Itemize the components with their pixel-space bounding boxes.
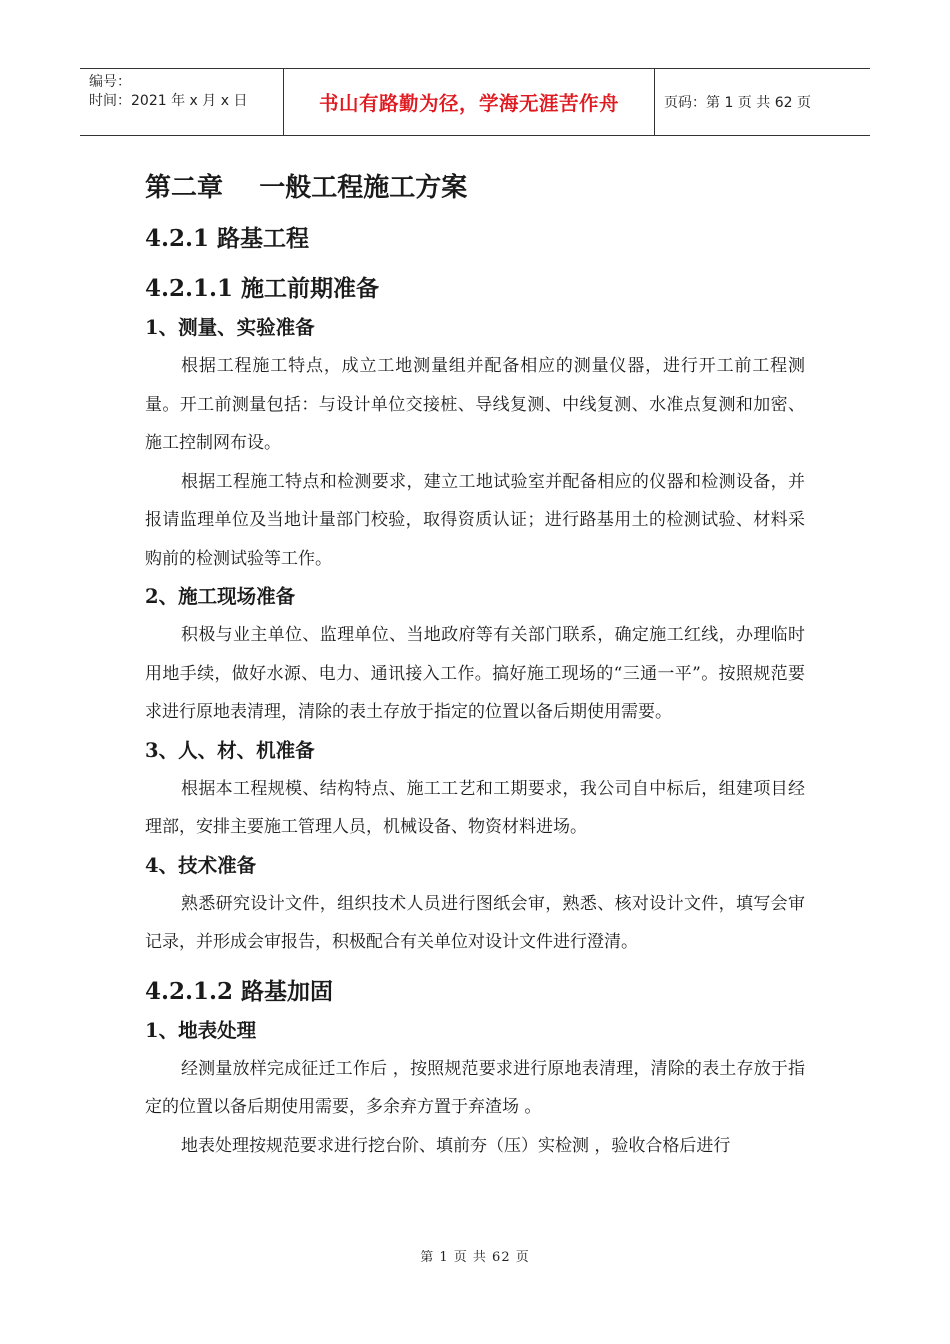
item-heading-resources: 3、人、材、机准备: [145, 738, 315, 762]
section-heading-4-2-1: 4.2.1 路基工程: [145, 225, 310, 252]
section-heading-4-2-1-1: 4.2.1.1 施工前期准备: [145, 275, 380, 302]
item-heading-survey: 1、测量、实验准备: [145, 316, 315, 339]
item-heading-site: 2、施工现场准备: [145, 585, 296, 608]
header-motto: 书山有路勤为径，学海无涯苦作舟: [283, 69, 655, 135]
document-body: [145, 165, 805, 1165]
section-heading-4-2-1-2: 4.2.1.2 路基加固: [145, 977, 334, 1005]
paragraph-survey-2: 根据工程施工特点和检测要求，建立工地试验室并配备相应的仪器和检测设备，并报请监理单位及当地计量部门校验，取得资质认证；进行路基用土的检测试验、材料采购前的检测试验等工作。: [145, 471, 805, 569]
page-footer: 第 1 页 共 62 页: [420, 1250, 530, 1265]
paragraph-technical-1: 熟悉研究设计文件，组织技术人员进行图纸会审，熟悉、核对设计文件，填写会审记录，并形成会审报告，积极配合有关单位对设计文件进行澄清。: [145, 893, 805, 952]
doc-number-label: 编号：: [89, 74, 131, 90]
paragraph-resources-1: 根据本工程规模、结构特点、施工工艺和工期要求，我公司自中标后，组建项目经理部，安排主要施工管理人员，机械设备、物资材料进场。: [145, 778, 805, 837]
header-page-info: 页码：第 1 页 共 62 页: [664, 95, 811, 111]
page-header: [80, 68, 870, 136]
doc-time-label: 时间：2021 年 x 月 x 日: [89, 93, 248, 109]
paragraph-site-1: 积极与业主单位、监理单位、当地政府等有关部门联系，确定施工红线，办理临时用地手续，做好水源、电力、通讯接入工作。搞好施工现场的“三通一平”。按照规范要求进行原地表清理，清除的表土存放于指定的位置以备后期使用需要。: [145, 625, 805, 722]
header-meta: [80, 69, 283, 135]
paragraph-ground-1: 经测量放样完成征迁工作后 ，按照规范要求进行原地表清理，清除的表土存放于指定的位置以备后期使用需要，多余弃方置于弃渣场 。: [145, 1058, 805, 1117]
item-heading-ground: 1、地表处理: [145, 1018, 257, 1042]
paragraph-ground-2: 地表处理按规范要求进行挖台阶、填前夯（压）实检测 ，验收合格后进行: [181, 1135, 731, 1156]
paragraph-survey-1: 根据工程施工特点，成立工地测量组并配备相应的测量仪器，进行开工前工程测量。开工前测量包括：与设计单位交接桩、导线复测、中线复测、水准点复测和加密、施工控制网布设。: [145, 356, 805, 453]
item-heading-technical: 4、技术准备: [145, 853, 257, 877]
chapter-title: 第二章 一般工程施工方案: [145, 173, 468, 203]
